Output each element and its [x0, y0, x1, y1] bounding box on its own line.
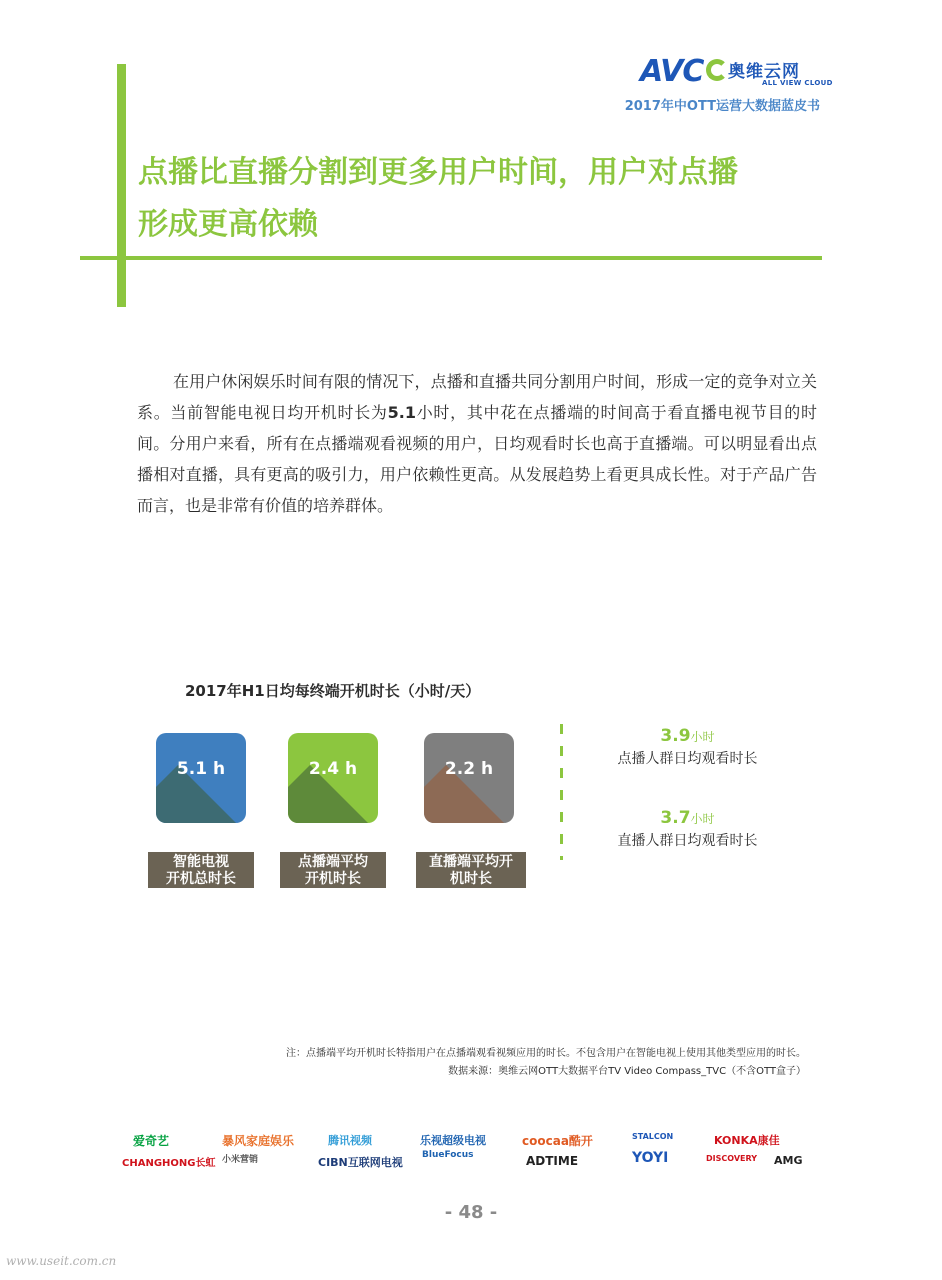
chart-note: 注：点播端平均开机时长特指用户在点播端观看视频应用的时长。不包含用户在智能电视上使用其他类型应用的时长。: [286, 1048, 806, 1059]
data-label: 5.1 h: [176, 759, 226, 779]
body-part1: 在用户休闲娱乐时间有限的情况下，点播和直播共同分割用户时间，形成一定的竞争对立关系。当前智能电视日均开机时长为: [137, 372, 817, 422]
partner-logo: ADTIME: [526, 1154, 579, 1168]
category-label-line: 开机总时长: [166, 871, 236, 887]
stat-unit: 小时: [690, 812, 715, 826]
category-label-line: 点播端平均: [298, 854, 368, 870]
partner-logo: 爱奇艺: [133, 1134, 170, 1148]
partner-logo: 暴风家庭娱乐: [222, 1134, 295, 1148]
stat-value: 3.9: [660, 726, 691, 746]
partner-logo: BlueFocus: [422, 1150, 474, 1160]
stat-unit: 小时: [690, 730, 715, 744]
stat-label: 点播人群日均观看时长: [617, 751, 758, 767]
title-divider: [80, 256, 822, 260]
category-label: [416, 852, 526, 888]
category-label-line: 开机时长: [305, 871, 361, 887]
partner-logo: YOYI: [632, 1150, 669, 1166]
stat-label: 直播人群日均观看时长: [617, 833, 758, 849]
side-stat: [600, 726, 775, 768]
report-title: 2017年中OTT运营大数据蓝皮书: [624, 99, 820, 114]
avc-logo: [640, 54, 833, 90]
bar-tile: [288, 733, 378, 823]
title-accent-bar: [117, 64, 126, 307]
data-label: 2.2 h: [444, 759, 494, 779]
body-highlight: 5.1: [387, 403, 416, 422]
partner-logo: CHANGHONG长虹: [122, 1158, 216, 1169]
body-paragraph: [137, 366, 817, 521]
stat-value-line: [600, 726, 775, 746]
partner-logo: CIBN互联网电视: [318, 1156, 403, 1169]
data-source: 数据来源：奥维云网OTT大数据平台TV Video Compass_TVC（不含OTT盒子）: [448, 1066, 806, 1077]
section-title: [138, 147, 818, 251]
category-label: [148, 852, 254, 888]
category-label-line: 智能电视: [173, 854, 229, 870]
category-label-line: 直播端平均开: [429, 854, 513, 870]
logo-mark: AVC: [640, 54, 704, 89]
dashed-divider: [560, 724, 563, 860]
chart-title: 2017年H1日均每终端开机时长（小时/天）: [185, 682, 481, 700]
partner-logo: 乐视超级电视: [420, 1134, 486, 1147]
page-number: - 48 -: [444, 1202, 498, 1223]
section-title-line2: 形成更高依赖: [138, 207, 318, 242]
partner-logo: 小米营销: [222, 1155, 259, 1165]
data-label: 2.4 h: [308, 759, 358, 779]
partner-logo: AMG: [774, 1154, 803, 1167]
watermark: www.useit.com.cn: [6, 1254, 117, 1268]
partner-logos: [118, 1132, 828, 1176]
stat-value-line: [600, 808, 775, 828]
partner-logo: 腾讯视频: [328, 1134, 372, 1147]
partner-logo: coocaa酷开: [522, 1134, 593, 1148]
body-part2: 小时，其中花在点播端的时间高于看直播电视节目的时间。分用户来看，所有在点播端观看视频的用户，日均观看时长也高于直播端。可以明显看出点播相对直播，具有更高的吸引力，用户依赖性更高。从发展趋势上看更具成长性。对于产品广告而言，也是非常有价值的培养群体。: [137, 403, 817, 515]
logo-en: ALL VIEW CLOUD: [762, 79, 833, 87]
stat-value: 3.7: [660, 808, 691, 828]
section-title-line1: 点播比直播分割到更多用户时间，用户对点播: [138, 155, 738, 190]
partner-logo: STALCON: [632, 1132, 674, 1141]
logo-swoosh-icon: [706, 59, 728, 81]
category-label-line: 机时长: [450, 871, 492, 887]
partner-logo: DISCOVERY: [706, 1154, 758, 1163]
bar-tile: [424, 733, 514, 823]
side-stat: [600, 808, 775, 850]
bar-tile: [156, 733, 246, 823]
logo-cn: 奥维云网: [728, 62, 800, 82]
partner-logo: KONKA康佳: [714, 1134, 780, 1147]
category-label: [280, 852, 386, 888]
